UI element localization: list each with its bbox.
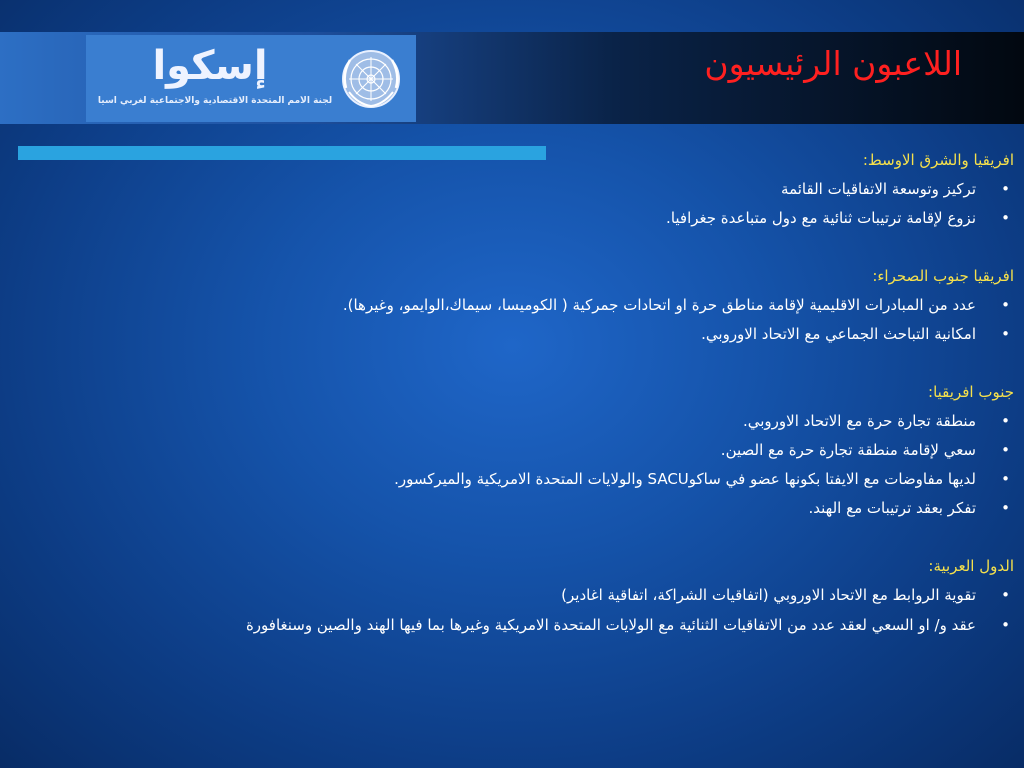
section-arab-countries [20,552,1014,639]
bullet-icon: • [1001,325,1010,343]
bullet-icon: • [1001,412,1010,430]
bullet-item [20,320,1014,349]
section-heading: افريقيا جنوب الصحراء: [872,267,1014,285]
bullet-icon: • [1001,441,1010,459]
bullet-text: منطقة تجارة حرة مع الاتحاد الاوروبي. [742,412,976,430]
bullet-text: سعي لإقامة منطقة تجارة حرة مع الصين. [720,441,976,459]
bullet-item [20,175,1014,204]
bullet-text: لديها مفاوضات مع الايفتا بكونها عضو في ساكوSACU والولايات المتحدة الامريكية والميركسور. [394,470,976,488]
bullet-item [20,436,1014,465]
bullet-item [20,610,1014,639]
bullet-text: تفكر بعقد ترتيبات مع الهند. [808,499,976,517]
section-heading: افريقيا والشرق الاوسط: [862,151,1014,169]
bullet-icon: • [1001,470,1010,488]
bullet-text: تركيز وتوسعة الاتفاقيات القائمة [781,180,976,198]
bullet-item [20,204,1014,233]
bullet-text: عدد من المبادرات الاقليمية لإقامة مناطق حرة او اتحادات جمركية ( الكوميسا، سيماك،الوايمو، وغيرها). [342,296,976,314]
logo-wordmark: إسكوا [152,43,268,89]
bullet-item [20,581,1014,610]
bullet-item [20,407,1014,436]
un-emblem-icon [336,44,406,114]
bullet-text: عقد و/ او السعي لعقد عدد من الاتفاقيات الثنائية مع الولايات المتحدة الامريكية وغيرها بما فيها الهند والصين وسنغافورة [245,616,976,634]
section-heading: جنوب افريقيا: [928,383,1014,401]
section-sub-saharan-africa [20,262,1014,349]
bullet-list [20,291,1014,349]
section-south-africa [20,378,1014,523]
bullet-icon: • [1001,616,1010,634]
bullet-list [20,407,1014,523]
bullet-text: امكانية التباحث الجماعي مع الاتحاد الاوروبي. [701,325,976,343]
bullet-icon: • [1001,296,1010,314]
bullet-item [20,494,1014,523]
slide-title: اللاعبون الرئيسيون [704,44,962,83]
bullet-text: تقوية الروابط مع الاتحاد الاوروبي (اتفاقيات الشراكة، اتفاقية اغادير) [561,586,976,604]
bullet-text: نزوع لإقامة ترتيبات ثنائية مع دول متباعدة جغرافيا. [666,209,976,227]
logo-subtitle: لجنة الأمم المتحدة الاقتصادية والاجتماعية لغربي آسيا [97,96,333,106]
bullet-item [20,291,1014,320]
bullet-icon: • [1001,209,1010,227]
bullet-icon: • [1001,499,1010,517]
bullet-icon: • [1001,180,1010,198]
bullet-item [20,465,1014,494]
slide-body [20,146,1014,639]
bullet-list [20,175,1014,233]
section-africa-middle-east [20,146,1014,233]
bullet-list [20,581,1014,639]
bullet-icon: • [1001,586,1010,604]
section-heading: الدول العربية: [928,557,1014,575]
